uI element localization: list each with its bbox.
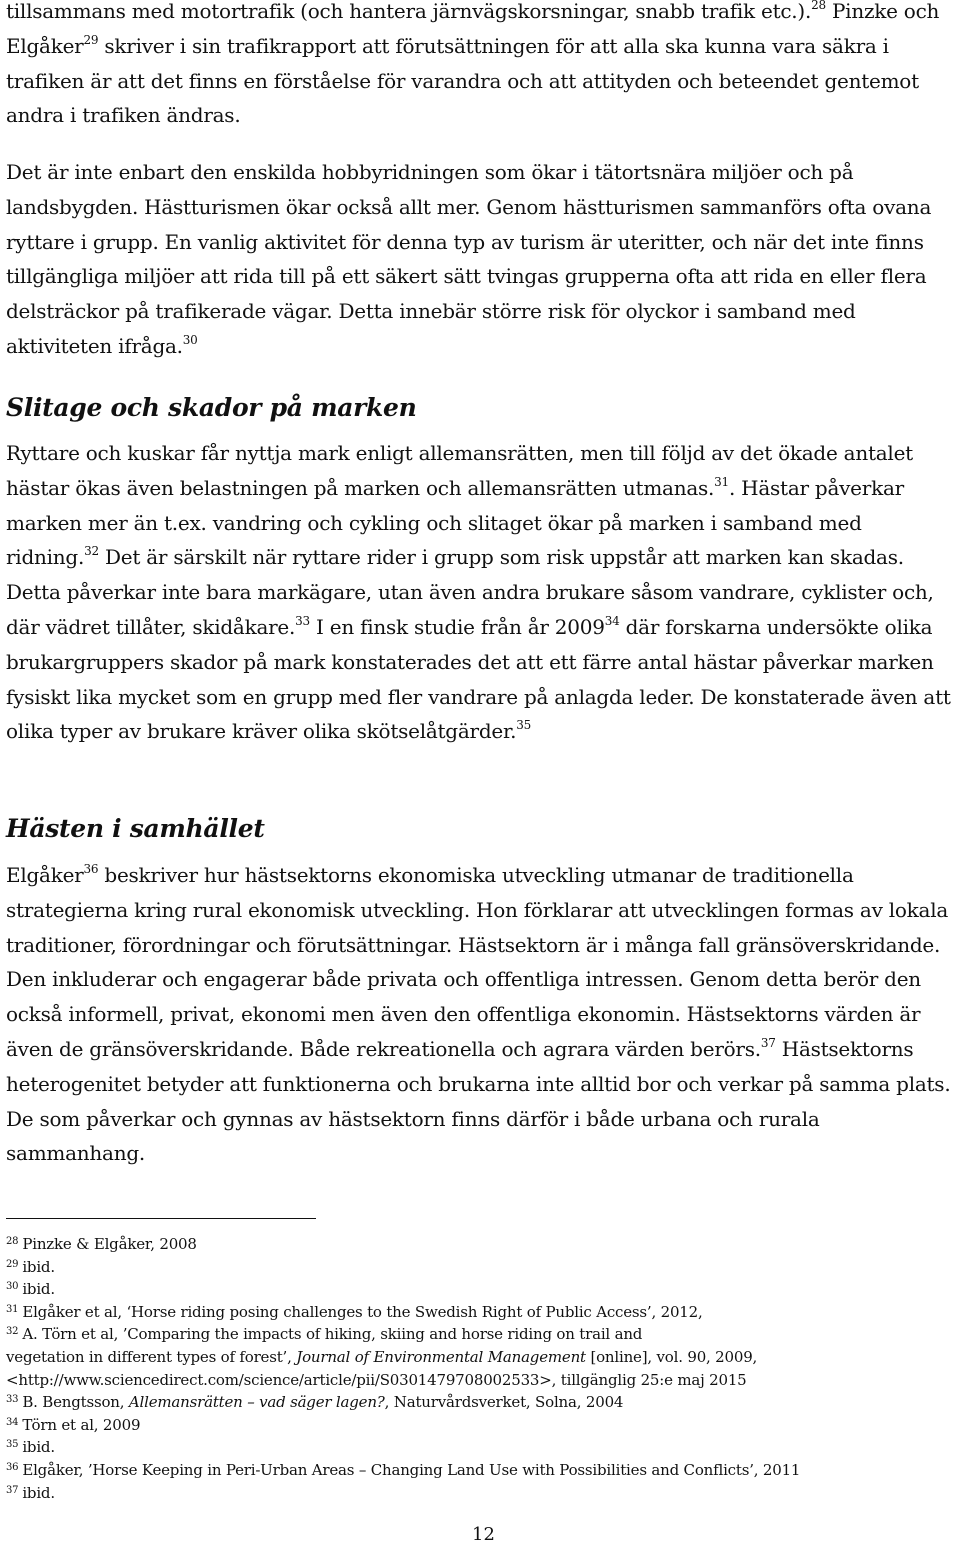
text-run: Pinzke och Elgåker — [6, 0, 940, 58]
footnote-number: 37 — [6, 1484, 19, 1496]
footnote-text: B. Bengtsson, — [22, 1393, 129, 1412]
footnote-text: vegetation in different types of forest’, — [6, 1347, 297, 1366]
footnote-ref-31[interactable]: 31 — [714, 474, 729, 489]
footnote-ref-29[interactable]: 29 — [83, 32, 99, 47]
footnote-ref-34[interactable]: 34 — [604, 613, 620, 628]
footnote-number: 35 — [6, 1439, 19, 1451]
footnote-35 — [6, 1436, 956, 1459]
text-run: Ryttare och kuskar får nyttja mark enligt allemansrätten, men till följd av det ökade antalet hästar ökas även belastningen på marken och allemansrätten utmanas. — [6, 441, 913, 500]
footnote-number: 29 — [6, 1258, 19, 1270]
footnote-text: ibid. — [22, 1438, 55, 1457]
footnote-number: 31 — [6, 1303, 19, 1315]
text-run: beskriver hur hästsektorns ekonomiska utveckling utmanar de traditionella strategierna kring rural ekonomisk utveckling. Hon förklarar att utvecklingen formas av lokala traditioner, förordningar och förutsättningar. Hästsektorn är i många fall gränsöverskridande. Den inkluderar och engagerar både privata och offentliga intressen. Genom detta berör den också informell, privat, ekonomi men även den offentliga ekonomin. Hästsektorns värden är även de gränsöverskridande. Både rekreationella och agrara värden berörs. — [6, 863, 949, 1061]
footnote-ref-37[interactable]: 37 — [760, 1035, 776, 1050]
footnote-29 — [6, 1256, 956, 1279]
footnote-32-url — [6, 1369, 956, 1392]
footnote-text: Törn et al, 2009 — [22, 1415, 141, 1434]
page-number: 12 — [472, 1524, 495, 1545]
footnote-text: Elgåker et al, ‘Horse riding posing challenges to the Swedish Right of Public Access’, 2012, — [22, 1302, 703, 1321]
paragraph-ground-wear — [6, 436, 956, 749]
footnote-31 — [6, 1301, 956, 1324]
footnotes — [6, 1233, 956, 1504]
footnote-text: A. Törn et al, ’Comparing the impacts of hiking, skiing and horse riding on trail and — [22, 1325, 643, 1344]
paragraph-horse-sector — [6, 858, 956, 1171]
footnote-30 — [6, 1278, 956, 1301]
footnote-34 — [6, 1414, 956, 1437]
text-run: I en finsk studie från år 2009 — [309, 614, 605, 639]
footnote-37 — [6, 1482, 956, 1505]
footnote-ref-35[interactable]: 35 — [516, 718, 531, 733]
paragraph-horse-tourism — [6, 155, 956, 364]
book-title: Allemansrätten – vad säger lagen? — [128, 1393, 385, 1412]
footnote-text: ibid. — [22, 1257, 55, 1276]
section-heading-society: Hästen i samhället — [6, 814, 265, 843]
footnote-number: 28 — [6, 1236, 19, 1247]
text-run: Det är inte enbart den enskilda hobbyridningen som ökar i tätortsnära miljöer och på landsbygden. Hästturismen ökar också allt mer. Genom hästturismen sammanförs ofta ovana ryttare i grupp. En vanlig aktivitet för denna typ av turism är uteritter, och när det inte finns tillgängliga miljöer att rida till på ett säkert sätt tvingas grupperna ofta att rida en eller flera delsträckor på trafikerade vägar. Detta innebär större risk för olyckor i samband med aktiviteten ifråga. — [6, 160, 932, 358]
section-heading-wear: Slitage och skador på marken — [6, 393, 417, 422]
footnote-text: Elgåker, ’Horse Keeping in Peri-Urban Areas – Changing Land Use with Possibilities and Conflicts’, 2011 — [22, 1460, 801, 1479]
footnote-number: 30 — [6, 1281, 19, 1293]
journal-title: Journal of Environmental Management — [296, 1347, 586, 1366]
footnote-text: [online], vol. 90, 2009, — [585, 1347, 758, 1366]
footnote-text: Pinzke & Elgåker, 2008 — [22, 1235, 197, 1253]
footnote-separator — [6, 1218, 316, 1219]
footnote-number: 34 — [6, 1416, 19, 1428]
footnote-32-cont — [6, 1346, 956, 1369]
paragraph-traffic-safety — [6, 0, 956, 133]
footnote-url-link[interactable]: <http://www.sciencedirect.com/science/article/pii/S0301479708002533>, tillgänglig 25:e maj 2015 — [6, 1370, 747, 1389]
text-run: Hästsektorns heterogenitet betyder att funktionerna och brukarna inte alltid bor och verkar på samma plats. De som påverkar och gynnas av hästsektorn finns därför i både urbana och rurala sammanhang. — [6, 1036, 951, 1166]
footnote-ref-30[interactable]: 30 — [182, 332, 198, 347]
footnote-ref-36[interactable]: 36 — [83, 862, 99, 876]
footnote-33 — [6, 1391, 956, 1414]
footnote-ref-32[interactable]: 32 — [84, 544, 99, 559]
footnote-ref-28[interactable]: 28 — [811, 0, 826, 12]
footnote-28 — [6, 1233, 956, 1256]
text-run: Elgåker — [6, 863, 84, 887]
footnote-ref-33[interactable]: 33 — [295, 613, 310, 628]
footnote-36 — [6, 1459, 956, 1482]
footnote-text: , Naturvårdsverket, Solna, 2004 — [384, 1393, 624, 1412]
text-run: där forskarna undersökte olika brukargruppers skador på mark konstaterades det att ett färre antal hästar påverkar marken fysiskt lika mycket som en grupp med fler vandrare på anlagda leder. De konstaterade även att olika typer av brukare kräver olika skötselåtgärder. — [6, 614, 951, 744]
footnote-text: ibid. — [22, 1483, 55, 1502]
footnote-number: 32 — [6, 1326, 19, 1338]
footnote-text: ibid. — [22, 1280, 55, 1299]
text-run: . Hästar påverkar marken mer än t.ex. vandring och cykling och slitaget ökar på marken i samband med ridning. — [6, 475, 904, 570]
footnote-number: 33 — [6, 1394, 19, 1406]
text-run: tillsammans med motortrafik (och hantera järnvägskorsningar, snabb trafik etc.). — [6, 0, 812, 23]
text-run: Det är särskilt när ryttare rider i grupp som risk uppstår att marken kan skadas. Detta påverkar inte bara markägare, utan även andra brukare såsom vandrare, cyklister och, där vädret tillåter, skidåkare. — [6, 545, 934, 639]
footnote-number: 36 — [6, 1461, 19, 1473]
footnote-32 — [6, 1323, 956, 1346]
text-run: skriver i sin trafikrapport att förutsättningen för att alla ska kunna vara säkra i trafiken är att det finns en förståelse för varandra och att attityden och beteendet gentemot andra i trafiken ändras. — [6, 33, 919, 128]
